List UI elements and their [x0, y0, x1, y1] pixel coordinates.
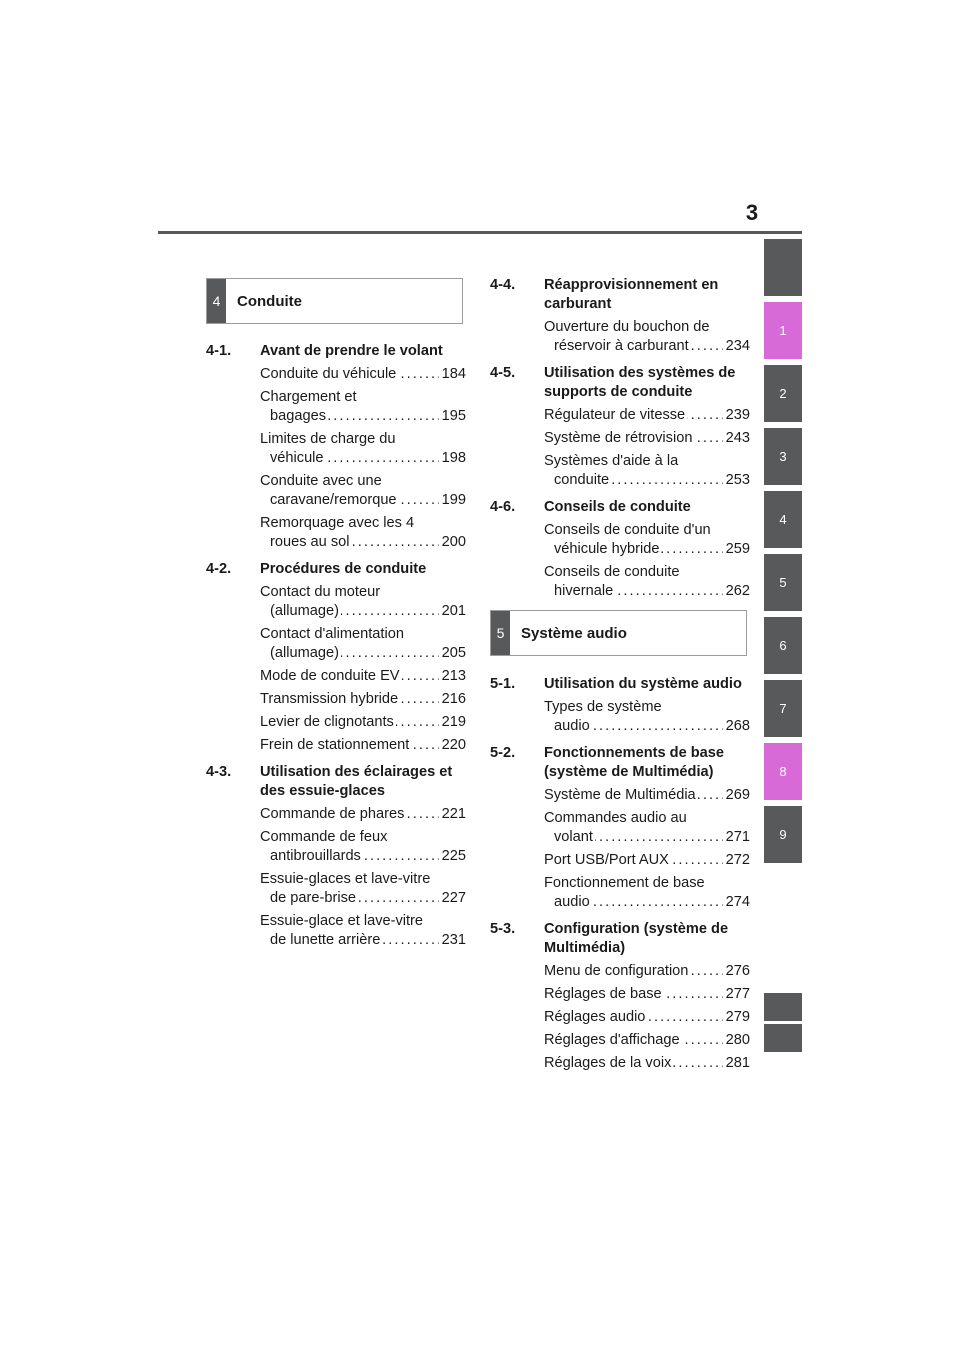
entry-text: Conduite du véhicule	[260, 366, 397, 382]
entry-text: Commande de phares	[260, 806, 405, 822]
toc-entry[interactable]	[206, 472, 466, 510]
toc-leader-line	[260, 602, 466, 621]
bottom-tab-lower[interactable]	[764, 1024, 802, 1052]
toc-chapter-heading[interactable]	[490, 744, 750, 782]
toc-column-right-top	[490, 268, 750, 601]
entry-text: Systèmes d'aide à la	[544, 453, 679, 469]
toc-leader-line	[260, 449, 466, 468]
toc-leader-line	[544, 786, 750, 805]
section-number: 5	[491, 611, 510, 655]
chapter-tab-6[interactable]: 6	[764, 617, 802, 674]
page-ref: . . . 200	[439, 533, 466, 552]
entry-text: Essuie-glaces et lave-vitre	[260, 871, 431, 887]
section-header-systeme-audio	[490, 610, 747, 656]
entry-text: Frein de stationnement	[260, 737, 410, 753]
entry-text: conduite	[544, 472, 611, 488]
toc-entry[interactable]	[490, 851, 750, 870]
entry-text: de lunette arrière	[260, 932, 382, 948]
entry-text: Conseils de conduite d'un	[544, 522, 711, 538]
toc-leader-line	[260, 736, 466, 755]
page-ref: . . . 227	[439, 889, 466, 908]
page-ref: . . . 276	[723, 962, 750, 981]
page-ref: . . . 274	[723, 893, 750, 912]
entry-text: bagages	[260, 408, 328, 424]
toc-leader-line	[544, 851, 750, 870]
toc-leader-line	[260, 644, 466, 663]
chapter-tab-4[interactable]: 4	[764, 491, 802, 548]
entry-text: audio	[544, 718, 592, 734]
entry-text: réservoir à carburant	[544, 338, 691, 354]
toc-leader-line	[544, 429, 750, 448]
chapter-title: Procédures de conduite	[260, 561, 427, 577]
chapter-tab-5[interactable]: 5	[764, 554, 802, 611]
entry-text: Types de système	[544, 699, 662, 715]
entry-text: (allumage)	[260, 645, 341, 661]
entry-text: volant	[544, 829, 595, 845]
toc-leader-line	[544, 717, 750, 736]
entry-text: de pare-brise	[260, 890, 358, 906]
entry-text: Mode de conduite EV	[260, 668, 400, 684]
toc-entry[interactable]	[206, 870, 466, 908]
chapter-number: 4-2.	[206, 561, 232, 577]
section-title: Système audio	[521, 624, 627, 642]
toc-entry[interactable]	[490, 521, 750, 559]
chapter-number: 5-2.	[490, 745, 516, 761]
toc-column-left	[206, 334, 466, 950]
entry-text: audio	[544, 894, 592, 910]
chapter-number: 5-3.	[490, 921, 516, 937]
entry-text: Contact du moteur	[260, 584, 381, 600]
toc-entry[interactable]	[490, 698, 750, 736]
chapter-number: 4-6.	[490, 499, 516, 515]
chapter-number: 4-3.	[206, 764, 232, 780]
page-ref: . . . 216	[439, 690, 466, 709]
toc-entry[interactable]	[490, 809, 750, 847]
page-ref: . . . 277	[723, 985, 750, 1004]
section-number: 4	[207, 279, 226, 323]
chapter-title: Fonctionnements de base (système de Multimédia)	[544, 745, 725, 780]
page-ref: . . . 199	[439, 491, 466, 510]
entry-text: hivernale	[544, 583, 615, 599]
page-ref: . . . 213	[439, 667, 466, 686]
entry-text: Réglages audio	[544, 1009, 646, 1025]
page-ref: . . . 225	[439, 847, 466, 866]
toc-leader-line	[260, 805, 466, 824]
entry-text: Transmission hybride	[260, 691, 399, 707]
toc-entry[interactable]	[490, 563, 750, 601]
chapter-tab-2[interactable]: 2	[764, 365, 802, 422]
entry-text: Système de Multimédia	[544, 787, 696, 803]
chapter-title: Utilisation du système audio	[544, 676, 742, 692]
toc-leader-line	[260, 690, 466, 709]
entry-text: Contact d'alimentation	[260, 626, 404, 642]
entry-text: véhicule hybride	[544, 541, 661, 557]
toc-entry[interactable]	[490, 406, 750, 425]
entry-text: Régulateur de vitesse	[544, 407, 686, 423]
page-ref: . . . 268	[723, 717, 750, 736]
toc-chapter-heading[interactable]	[490, 498, 750, 517]
page-ref: . . . 262	[723, 582, 750, 601]
toc-entry[interactable]	[206, 365, 466, 384]
toc-chapter-heading[interactable]	[490, 364, 750, 402]
entry-text: Fonctionnement de base	[544, 875, 705, 891]
entry-text: Port USB/Port AUX	[544, 852, 669, 868]
chapter-number: 4-5.	[490, 365, 516, 381]
chapter-tab-blank[interactable]	[764, 239, 802, 296]
toc-entry[interactable]	[206, 736, 466, 755]
toc-entry[interactable]	[206, 713, 466, 732]
toc-leader-line	[260, 713, 466, 732]
entry-text: Système de rétrovision	[544, 430, 693, 446]
toc-entry[interactable]	[206, 514, 466, 552]
toc-leader-line	[260, 491, 466, 510]
entry-text: Essuie-glace et lave-vitre	[260, 913, 424, 929]
entry-text: Conseils de conduite	[544, 564, 680, 580]
entry-text: Levier de clignotants	[260, 714, 394, 730]
entry-text: Commandes audio au	[544, 810, 687, 826]
toc-leader-line	[544, 893, 750, 912]
toc-leader-line	[544, 582, 750, 601]
entry-text: véhicule	[260, 450, 326, 466]
bottom-tab-upper[interactable]	[764, 993, 802, 1021]
page-ref: . . . 269	[723, 786, 750, 805]
chapter-title: Utilisation des systèmes de supports de conduite	[544, 365, 736, 400]
toc-leader-line	[544, 962, 750, 981]
page-number: 3	[745, 200, 759, 225]
entry-text: Réglages d'affichage	[544, 1032, 680, 1048]
entry-text: Remorquage avec les 4	[260, 515, 415, 531]
chapter-tab-9[interactable]: 9	[764, 806, 802, 863]
toc-leader-line	[260, 931, 466, 950]
toc-entry[interactable]	[490, 429, 750, 448]
toc-entry[interactable]	[490, 1008, 750, 1027]
entry-text: (allumage)	[260, 603, 341, 619]
entry-text: Chargement et	[260, 389, 357, 405]
page-ref: . . . 271	[723, 828, 750, 847]
toc-entry[interactable]	[206, 805, 466, 824]
toc-entry[interactable]	[490, 1031, 750, 1050]
entry-text: caravane/remorque	[260, 492, 399, 508]
toc-entry[interactable]	[490, 874, 750, 912]
toc-entry[interactable]	[206, 430, 466, 468]
chapter-number: 4-4.	[490, 277, 516, 293]
page-ref: . . . 272	[723, 851, 750, 870]
toc-leader-line	[544, 1054, 750, 1073]
page-ref: . . . 198	[439, 449, 466, 468]
page-ref: . . . 184	[439, 365, 466, 384]
toc-leader-line	[260, 847, 466, 866]
page-ref: . . . 234	[723, 337, 750, 356]
toc-column-right-bottom	[490, 667, 750, 1073]
toc-chapter-heading[interactable]	[490, 276, 750, 314]
toc-leader-line	[260, 667, 466, 686]
page-ref: . . . 201	[439, 602, 466, 621]
chapter-title: Réapprovisionnement en carburant	[544, 277, 719, 312]
entry-text: Conduite avec une	[260, 473, 382, 489]
toc-entry[interactable]	[490, 1054, 750, 1073]
toc-leader-line	[260, 365, 466, 384]
chapter-title: Utilisation des éclairages et des essuie-glaces	[260, 764, 453, 799]
page-ref: . . . 221	[439, 805, 466, 824]
toc-entry[interactable]	[490, 318, 750, 356]
toc-leader-line	[260, 407, 466, 426]
section-title: Conduite	[237, 292, 302, 310]
page-ref: . . . 243	[723, 429, 750, 448]
chapter-tab-7[interactable]: 7	[764, 680, 802, 737]
page-ref: . . . 195	[439, 407, 466, 426]
page-ref: . . . 205	[439, 644, 466, 663]
toc-leader-line	[544, 1031, 750, 1050]
toc-entry[interactable]	[206, 625, 466, 663]
page-ref: . . . 239	[723, 406, 750, 425]
toc-leader-line	[260, 889, 466, 908]
page-ref: . . . 231	[439, 931, 466, 950]
chapter-number: 4-1.	[206, 343, 232, 359]
page-ref: . . . 253	[723, 471, 750, 490]
toc-leader-line	[544, 337, 750, 356]
chapter-tab-3[interactable]: 3	[764, 428, 802, 485]
toc-entry[interactable]	[206, 667, 466, 686]
chapter-title: Conseils de conduite	[544, 499, 691, 515]
toc-entry[interactable]	[490, 985, 750, 1004]
toc-chapter-heading[interactable]	[490, 920, 750, 958]
section-header-conduite	[206, 278, 463, 324]
toc-chapter-heading[interactable]	[206, 763, 466, 801]
toc-chapter-heading[interactable]	[206, 342, 466, 361]
page-ref: . . . 220	[439, 736, 466, 755]
entry-text: roues au sol	[260, 534, 352, 550]
page-ref: . . . 219	[439, 713, 466, 732]
chapter-title: Avant de prendre le volant	[260, 343, 443, 359]
toc-entry[interactable]	[206, 912, 466, 950]
toc-entry[interactable]	[206, 583, 466, 621]
entry-text: Ouverture du bouchon de	[544, 319, 710, 335]
toc-entry[interactable]	[206, 690, 466, 709]
page-ref: . . . 279	[723, 1008, 750, 1027]
entry-text: Limites de charge du	[260, 431, 396, 447]
toc-leader-line	[544, 1008, 750, 1027]
toc-leader-line	[544, 471, 750, 490]
toc-chapter-heading[interactable]	[206, 560, 466, 579]
chapter-tab-1[interactable]: 1	[764, 302, 802, 359]
entry-text: Réglages de la voix	[544, 1055, 672, 1071]
toc-entry[interactable]	[206, 388, 466, 426]
chapter-tab-8[interactable]: 8	[764, 743, 802, 800]
toc-leader-line	[544, 828, 750, 847]
toc-leader-line	[544, 406, 750, 425]
toc-entry[interactable]	[490, 452, 750, 490]
header-rule	[158, 231, 802, 234]
entry-text: Menu de configuration	[544, 963, 689, 979]
entry-text: antibrouillards	[260, 848, 363, 864]
page-ref: . . . 280	[723, 1031, 750, 1050]
toc-leader-line	[544, 985, 750, 1004]
toc-chapter-heading[interactable]	[490, 675, 750, 694]
entry-text: Commande de feux	[260, 829, 388, 845]
toc-entry[interactable]	[490, 786, 750, 805]
page-ref: . . . 259	[723, 540, 750, 559]
chapter-title: Configuration (système de Multimédia)	[544, 921, 729, 956]
toc-leader-line	[544, 540, 750, 559]
toc-entry[interactable]	[206, 828, 466, 866]
entry-text: Réglages de base	[544, 986, 662, 1002]
page-ref: . . . 281	[723, 1054, 750, 1073]
chapter-number: 5-1.	[490, 676, 516, 692]
toc-leader-line	[260, 533, 466, 552]
toc-entry[interactable]	[490, 962, 750, 981]
